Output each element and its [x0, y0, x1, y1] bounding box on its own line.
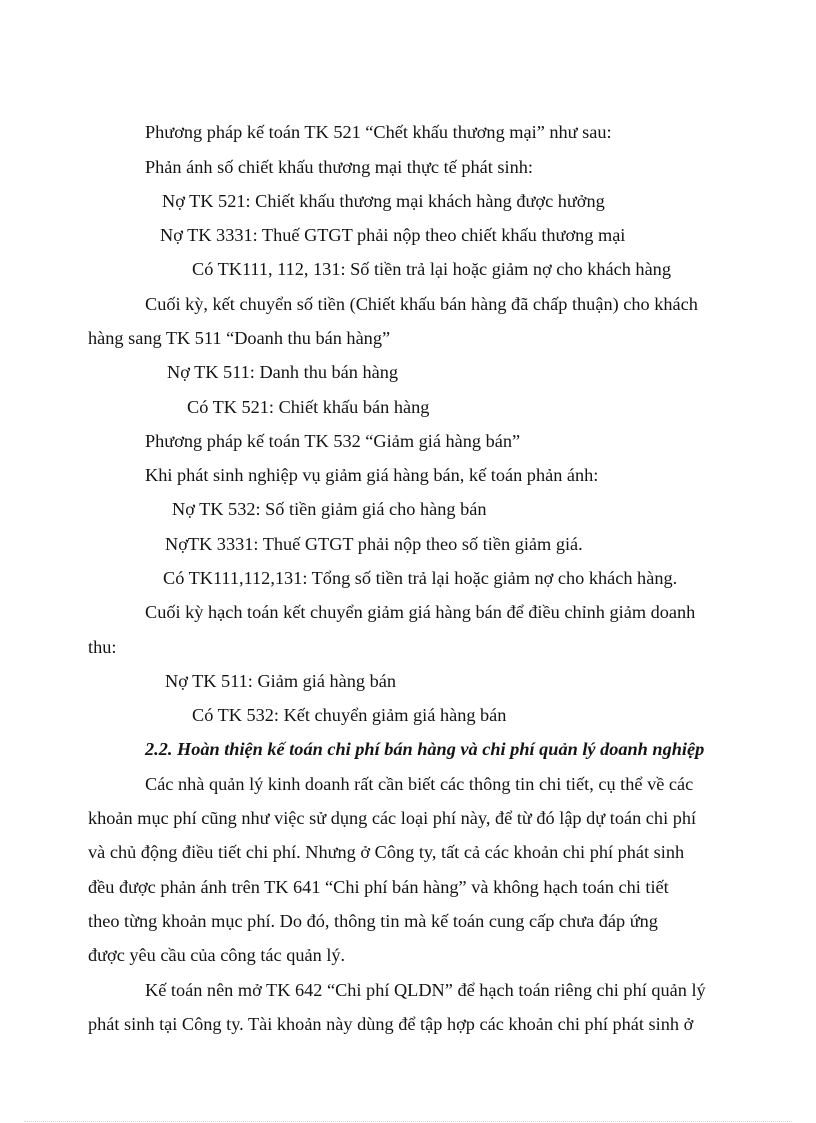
- journal-entry-debit: Nợ TK 511: Giảm giá hàng bán: [165, 671, 397, 692]
- page-bottom-rule: [24, 1121, 792, 1122]
- paragraph-line: đều được phản ánh trên TK 641 “Chi phí bán hàng” và không hạch toán chi tiết: [88, 877, 669, 898]
- paragraph-line: và chủ động điều tiết chi phí. Nhưng ở Công ty, tất cả các khoản chi phí phát sinh: [88, 842, 685, 863]
- journal-entry-credit: Có TK111, 112, 131: Số tiền trả lại hoặc giảm nợ cho khách hàng: [192, 259, 671, 280]
- text-line: hàng sang TK 511 “Doanh thu bán hàng”: [88, 328, 391, 349]
- text-line: Cuối kỳ hạch toán kết chuyển giảm giá hàng bán để điều chỉnh giảm doanh: [145, 602, 696, 623]
- journal-entry-debit: Nợ TK 532: Số tiền giảm giá cho hàng bán: [172, 499, 487, 520]
- section-heading: 2.2. Hoàn thiện kế toán chi phí bán hàng và chi phí quản lý doanh nghiệp: [145, 739, 705, 760]
- journal-entry-credit: Có TK111,112,131: Tổng số tiền trả lại hoặc giảm nợ cho khách hàng.: [163, 568, 678, 589]
- paragraph-line: Các nhà quản lý kinh doanh rất cần biết các thông tin chi tiết, cụ thể về các: [145, 774, 694, 795]
- journal-entry-debit: Nợ TK 511: Danh thu bán hàng: [167, 362, 399, 383]
- journal-entry-debit: Nợ TK 3331: Thuế GTGT phải nộp theo chiết khấu thương mại: [160, 225, 626, 246]
- journal-entry-credit: Có TK 532: Kết chuyển giảm giá hàng bán: [192, 705, 507, 726]
- text-line: Phương pháp kế toán TK 532 “Giảm giá hàng bán”: [145, 431, 521, 452]
- journal-entry-debit: Nợ TK 521: Chiết khấu thương mại khách hàng được hưởng: [162, 191, 605, 212]
- journal-entry-credit: Có TK 521: Chiết khấu bán hàng: [187, 397, 430, 418]
- text-line: Phương pháp kế toán TK 521 “Chết khấu thương mại” như sau:: [145, 122, 612, 143]
- text-line: Khi phát sinh nghiệp vụ giảm giá hàng bán, kế toán phản ánh:: [145, 465, 599, 486]
- paragraph-line: được yêu cầu của công tác quản lý.: [88, 945, 346, 966]
- text-line: Phản ánh số chiết khấu thương mại thực tế phát sinh:: [145, 157, 533, 178]
- journal-entry-debit: NợTK 3331: Thuế GTGT phải nộp theo số tiền giảm giá.: [165, 534, 583, 555]
- paragraph-line: Kế toán nên mở TK 642 “Chi phí QLDN” để hạch toán riêng chi phí quản lý: [145, 980, 706, 1001]
- text-line: thu:: [88, 637, 117, 658]
- paragraph-line: phát sinh tại Công ty. Tài khoản này dùng để tập hợp các khoản chi phí phát sinh ở: [88, 1014, 694, 1035]
- paragraph-line: khoản mục phí cũng như việc sử dụng các loại phí này, để từ đó lập dự toán chi phí: [88, 808, 697, 829]
- text-line: Cuối kỳ, kết chuyển số tiền (Chiết khấu bán hàng đã chấp thuận) cho khách: [145, 294, 698, 315]
- paragraph-line: theo từng khoản mục phí. Do đó, thông tin mà kế toán cung cấp chưa đáp ứng: [88, 911, 658, 932]
